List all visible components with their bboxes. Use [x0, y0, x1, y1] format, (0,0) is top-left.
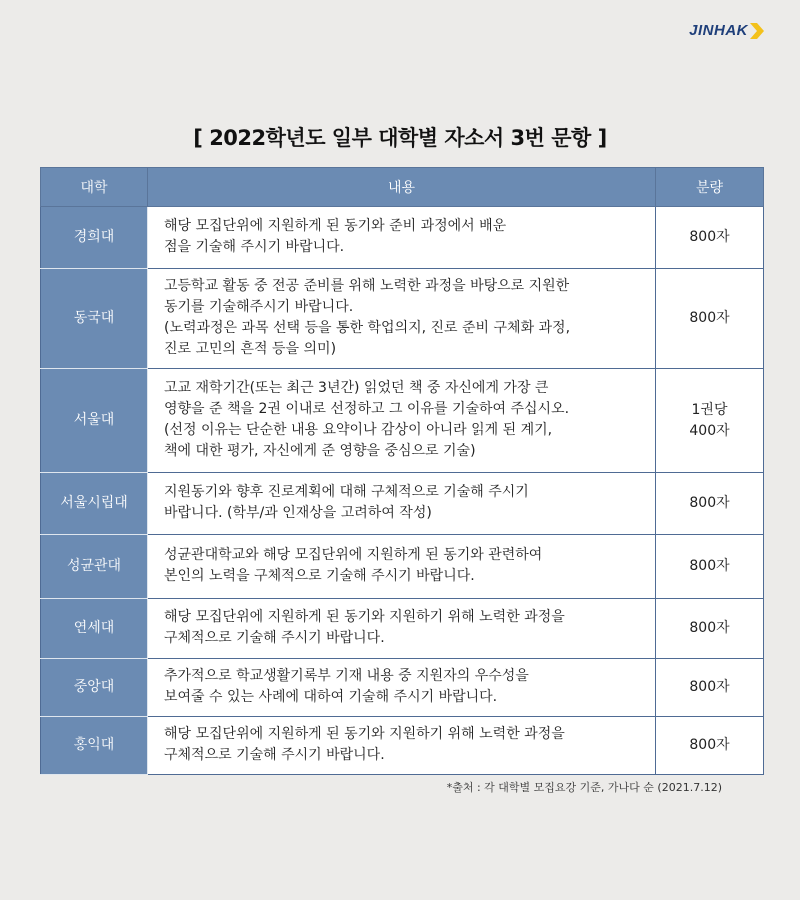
amount-line: 800자: [689, 620, 730, 636]
chevron-right-icon: [750, 23, 764, 39]
content-line: 지원동기와 향후 진로계획에 대해 구체적으로 기술해 주시기: [164, 483, 529, 500]
content-line: 추가적으로 학교생활기록부 기재 내용 중 지원자의 우수성을: [164, 667, 529, 684]
length-limit: [656, 269, 764, 369]
table-row: [41, 473, 764, 535]
table-row: [41, 659, 764, 717]
question-content: [148, 535, 656, 599]
content-line: 고교 재학기간(또는 최근 3년간) 읽었던 책 중 자신에게 가장 큰: [164, 379, 549, 396]
question-content: [148, 269, 656, 369]
length-limit: [656, 473, 764, 535]
university-name: 중앙대: [41, 659, 148, 717]
amount-line: 800자: [689, 495, 730, 511]
content-line: 점을 기술해 주시기 바랍니다.: [164, 238, 345, 255]
header-amount: 분량: [656, 168, 764, 207]
table-row: [41, 599, 764, 659]
question-content: [148, 659, 656, 717]
university-name: 경희대: [41, 207, 148, 269]
content-line: 동기를 기술해주시기 바랍니다.: [164, 298, 354, 315]
content-line: (선정 이유는 단순한 내용 요약이나 감상이 아니라 읽게 된 계기,: [164, 421, 553, 438]
amount-line: 800자: [689, 737, 730, 753]
university-name: 성균관대: [41, 535, 148, 599]
table-header-row: [41, 168, 764, 207]
logo-text: JINHAK: [689, 22, 748, 39]
content-line: 본인의 노력을 구체적으로 기술해 주시기 바랍니다.: [164, 567, 475, 584]
amount-line: 800자: [689, 558, 730, 574]
content-line: 해당 모집단위에 지원하게 된 동기와 준비 과정에서 배운: [164, 217, 507, 234]
amount-line: 800자: [689, 229, 730, 245]
table-row: [41, 717, 764, 775]
content-line: 진로 고민의 흔적 등을 의미): [164, 340, 337, 357]
page-title: [ 2022학년도 일부 대학별 자소서 3번 문항 ]: [193, 126, 607, 150]
table-row: [41, 269, 764, 369]
length-limit: [656, 535, 764, 599]
length-limit: [656, 207, 764, 269]
university-name: 연세대: [41, 599, 148, 659]
content-line: 구체적으로 기술해 주시기 바랍니다.: [164, 746, 385, 763]
question-content: [148, 717, 656, 775]
table-row: [41, 535, 764, 599]
header-content: 내용: [148, 168, 656, 207]
question-content: [148, 207, 656, 269]
content-line: 성균관대학교와 해당 모집단위에 지원하게 된 동기와 관련하여: [164, 546, 543, 563]
university-name: 서울시립대: [41, 473, 148, 535]
question-content: [148, 599, 656, 659]
table-row: [41, 369, 764, 473]
amount-line: 1권당: [691, 401, 728, 418]
length-limit: [656, 369, 764, 473]
content-line: 보여줄 수 있는 사례에 대하여 기술해 주시기 바랍니다.: [164, 688, 498, 705]
question-content: [148, 369, 656, 473]
university-name: 동국대: [41, 269, 148, 369]
university-name: 서울대: [41, 369, 148, 473]
amount-line: 800자: [689, 310, 730, 326]
amount-line: 800자: [689, 679, 730, 695]
length-limit: [656, 717, 764, 775]
content-line: (노력과정은 과목 선택 등을 통한 학업의지, 진로 준비 구체화 과정,: [164, 319, 571, 336]
question-content: [148, 473, 656, 535]
jinhak-logo: [689, 22, 764, 39]
length-limit: [656, 659, 764, 717]
content-line: 바랍니다. (학부/과 인재상을 고려하여 작성): [164, 504, 432, 521]
content-line: 해당 모집단위에 지원하게 된 동기와 지원하기 위해 노력한 과정을: [164, 725, 565, 742]
content-line: 해당 모집단위에 지원하게 된 동기와 지원하기 위해 노력한 과정을: [164, 608, 565, 625]
length-limit: [656, 599, 764, 659]
content-line: 책에 대한 평가, 자신에게 준 영향을 중심으로 기술): [164, 442, 476, 459]
table-row: [41, 207, 764, 269]
essay-question-table: [40, 167, 764, 775]
content-line: 영향을 준 책을 2권 이내로 선정하고 그 이유를 기술하여 주십시오.: [164, 400, 570, 417]
header-university: 대학: [41, 168, 148, 207]
source-note: *출처 : 각 대학별 모집요강 기준, 가나다 순 (2021.7.12): [446, 781, 722, 794]
amount-line: 400자: [689, 422, 730, 439]
content-line: 고등학교 활동 중 전공 준비를 위해 노력한 과정을 바탕으로 지원한: [164, 277, 570, 294]
content-line: 구체적으로 기술해 주시기 바랍니다.: [164, 629, 385, 646]
university-name: 홍익대: [41, 717, 148, 775]
